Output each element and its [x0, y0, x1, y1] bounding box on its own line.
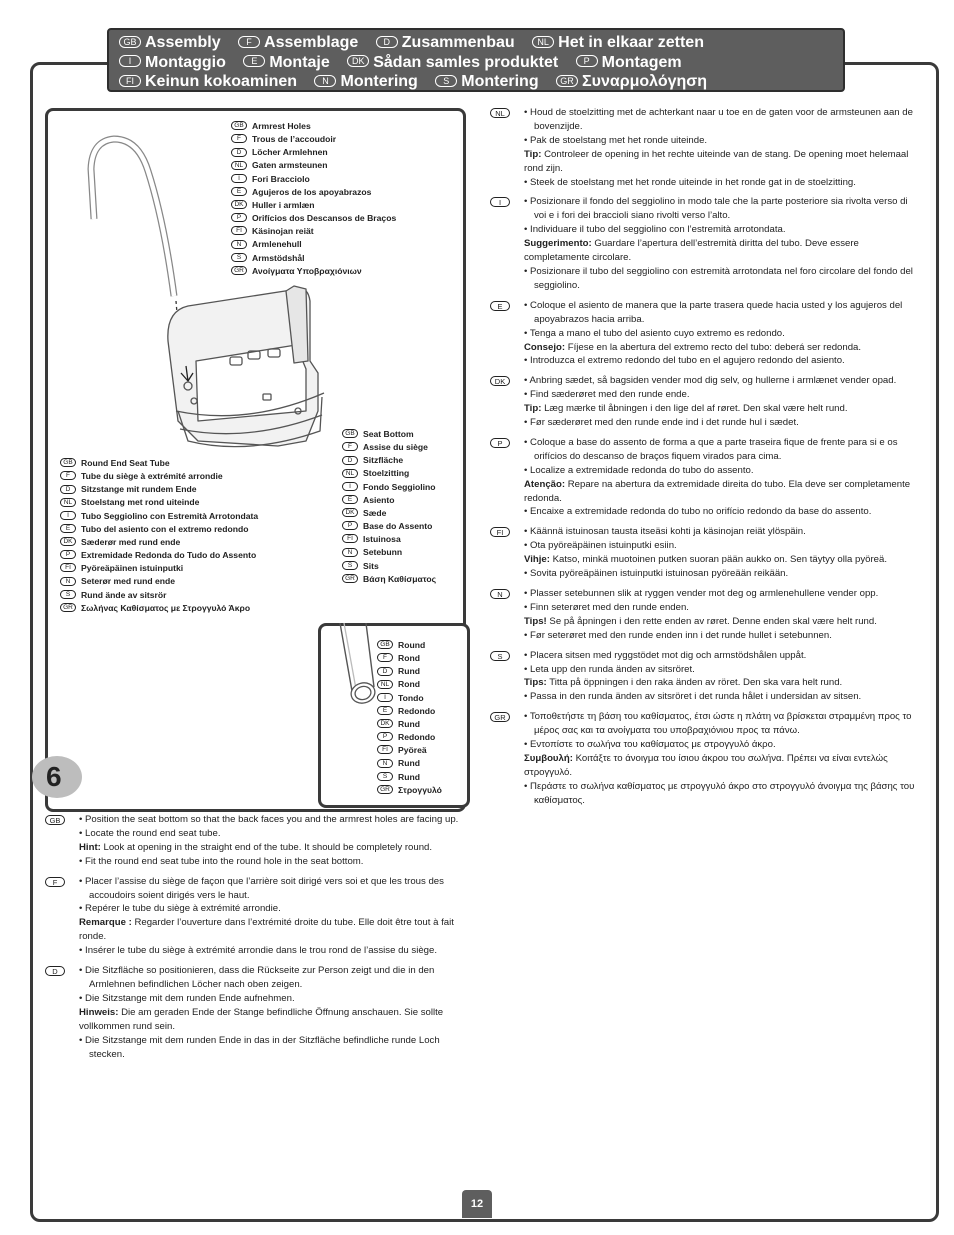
hint-label: Vihje: [524, 554, 550, 566]
label-text: Fondo Seggiolino [363, 481, 436, 492]
hint-line [524, 148, 920, 176]
label-line [342, 573, 436, 586]
instruction-bullet: • Localize a extremidade redonda do tubo do assento. [524, 464, 920, 478]
lang-badge: N [60, 577, 76, 586]
label-line [342, 467, 436, 480]
label-line [231, 133, 396, 146]
lang-badge: N [342, 548, 358, 557]
language-section [490, 649, 920, 705]
label-line [231, 225, 396, 238]
lang-badge: F [45, 877, 65, 887]
instruction-bullet: • Encaixe a extremidade redonda do tubo no orifício redondo da base do assento. [524, 505, 920, 519]
lang-badge: I [490, 197, 510, 207]
lang-badge: GB [119, 36, 141, 48]
label-line [342, 560, 436, 573]
lang-badge: FI [342, 534, 358, 543]
label-line [231, 120, 396, 133]
label-line [231, 186, 396, 199]
instruction-bullet: • Før seterøret med den runde enden inn i det runde hullet i setebunnen. [524, 629, 920, 643]
title-text: Assemblage [264, 34, 359, 51]
hint-label: Tip: [524, 403, 542, 415]
instruction-bullet: • Steek de stoelstang met het ronde uiteinde in het ronde gat in de stoelzitting. [524, 176, 920, 190]
instruction-bullet: • Fit the round end seat tube into the round hole in the seat bottom. [79, 855, 465, 869]
label-line [377, 744, 442, 757]
instruction-bullet: • Tenga a mano el tubo del asiento cuyo extremo es redondo. [524, 327, 920, 341]
lang-badge: NL [342, 469, 358, 478]
label-text: Extremidade Redonda do Tudo do Assento [81, 550, 257, 561]
lang-badge: P [377, 732, 393, 741]
label-text: Setebunn [363, 547, 403, 558]
title-item [576, 53, 682, 73]
label-line [60, 523, 258, 536]
label-text: Redondo [398, 732, 436, 743]
title-text: Zusammenbau [401, 34, 515, 51]
label-text: Redondo [398, 705, 436, 716]
label-text: Sitzstange mit rundem Ende [81, 484, 197, 495]
instructions-left-column [45, 813, 465, 1067]
hint-label: Remarque : [79, 917, 132, 929]
title-text: Montering [461, 73, 539, 90]
label-line [231, 238, 396, 251]
label-line [60, 536, 258, 549]
label-line [342, 441, 436, 454]
label-text: Löcher Armlehnen [252, 147, 328, 158]
lang-badge: DK [342, 508, 358, 517]
language-section [490, 106, 920, 189]
lang-badge: DK [377, 719, 393, 728]
label-line [60, 602, 258, 615]
title-text: Montaje [269, 53, 330, 71]
instruction-bullet: • Ota pyöreäpäinen istuinputki esiin. [524, 539, 920, 553]
title-item [243, 53, 329, 73]
title-text: Συναρμολόγηση [582, 73, 708, 90]
label-line [231, 199, 396, 212]
instruction-bullet: • Find sæderøret med den runde ende. [524, 388, 920, 402]
instruction-bullet: • Anbring sædet, så bagsiden vender mod dig selv, og hullerne i armlænet vender opad. [524, 374, 920, 388]
title-banner [107, 28, 845, 92]
label-line [342, 507, 436, 520]
lang-badge: I [377, 693, 393, 702]
hint-label: Hinweis: [79, 1006, 119, 1018]
seat-bottom-labels [342, 428, 436, 586]
hint-line [524, 402, 920, 416]
label-text: Fori Bracciolo [252, 173, 310, 184]
lang-badge: S [490, 651, 510, 661]
label-text: Trous de l’accoudoir [252, 134, 337, 145]
lang-badge: FI [60, 563, 76, 572]
instruction-bullet: • Die Sitzfläche so positionieren, dass die Rückseite zur Person zeigt und die in den Armlehnen befindlichen Löcher nach oben zeigen. [79, 964, 465, 992]
label-text: Sits [363, 560, 379, 571]
label-line [377, 718, 442, 731]
label-line [377, 757, 442, 770]
hint-line [79, 1006, 465, 1034]
lang-badge: F [238, 36, 260, 48]
label-text: Tube du siège à extrémité arrondie [81, 471, 223, 482]
lang-badge: S [435, 75, 457, 87]
lang-badge: GB [45, 815, 65, 825]
label-text: Armstödshål [252, 252, 305, 263]
label-text: Armlenehull [252, 239, 302, 250]
label-line [231, 252, 396, 265]
label-line [60, 549, 258, 562]
hint-text: Repare na abertura da extremidade direita do tubo. Ela deve ser completamente redonda. [524, 478, 911, 504]
hint-text: Fíjese en la abertura del extremo recto del tubo: deberá ser redonda. [567, 341, 862, 353]
hint-line [524, 676, 920, 690]
instruction-bullet: • Leta upp den runda änden av sitsröret. [524, 663, 920, 677]
label-text: Sæde [363, 507, 387, 518]
label-line [60, 483, 258, 496]
hint-label: Tips: [524, 677, 547, 689]
label-line [342, 546, 436, 559]
instruction-bullet: • Position the seat bottom so that the back faces you and the armrest holes are facing up. [79, 813, 465, 827]
lang-badge: E [231, 187, 247, 196]
lang-badge: D [45, 966, 65, 976]
lang-badge: DK [347, 55, 369, 67]
lang-badge: NL [490, 108, 510, 118]
lang-badge: S [60, 590, 76, 599]
label-text: Round [398, 640, 426, 650]
language-section [490, 436, 920, 519]
language-section [490, 374, 920, 430]
lang-badge: GB [377, 640, 393, 649]
label-line [60, 470, 258, 483]
lang-badge: D [376, 36, 398, 48]
title-item [556, 72, 707, 92]
lang-badge: I [342, 482, 358, 491]
lang-badge: GB [60, 458, 76, 467]
instruction-bullet: • Posizionare il fondo del seggiolino in modo tale che la parte posteriore sia rivolta verso di voi e i fori dei braccioli siano rivolti verso l’alto. [524, 195, 920, 223]
lang-badge: GR [490, 712, 510, 722]
hint-text: Regarder l’ouverture dans l’extrémité droite du tube. Elle doit être tout à fait ronde. [79, 917, 454, 943]
title-text: Assembly [145, 34, 221, 51]
language-section [45, 875, 465, 958]
instruction-bullet: • Die Sitzstange mit dem runden Ende aufnehmen. [79, 992, 465, 1006]
lang-badge: FI [490, 527, 510, 537]
lang-badge: GB [231, 121, 247, 130]
lang-badge: N [377, 759, 393, 768]
language-section [490, 587, 920, 643]
title-item [119, 53, 226, 73]
label-text: Istuinosa [363, 534, 401, 545]
title-row [119, 53, 843, 73]
hint-text: Guardare l’apertura dell’estremità diritta del tubo. Deve essere completamente circolare. [524, 238, 859, 264]
armrest-holes-labels [231, 120, 396, 278]
instruction-bullet: • Locate the round end seat tube. [79, 827, 465, 841]
label-line [342, 520, 436, 533]
instruction-bullet: • Sovita pyöreäpäinen istuinputki istuinosan pyöreään reikään. [524, 567, 920, 581]
hint-label: Atenção: [524, 478, 566, 490]
label-line [342, 533, 436, 546]
label-line [377, 639, 442, 652]
instruction-bullet: • Introduzca el extremo redondo del tubo en el agujero redondo del asiento. [524, 354, 920, 368]
hint-line [524, 615, 920, 629]
instructions-right-column [490, 106, 920, 814]
label-text: Gaten armsteunen [252, 160, 328, 171]
hint-text: Se på åpningen i den rette enden av røret. Denne enden skal være helt rund. [549, 615, 877, 627]
lang-badge: E [377, 706, 393, 715]
lang-badge: NL [377, 680, 393, 689]
title-item [314, 72, 417, 92]
label-line [231, 146, 396, 159]
label-line [60, 562, 258, 575]
lang-badge: E [60, 524, 76, 533]
title-item [376, 33, 515, 53]
label-text: Seat Bottom [363, 429, 414, 439]
title-text: Montering [340, 73, 418, 90]
language-section [45, 813, 465, 869]
hint-label: Suggerimento: [524, 238, 592, 250]
label-text: Assise du siège [363, 442, 428, 453]
lang-badge: E [243, 55, 265, 67]
hint-label: Consejo: [524, 341, 566, 353]
instruction-bullet: • Placera sitsen med ryggstödet mot dig och armstödshålen uppåt. [524, 649, 920, 663]
instruction-bullet: • Käännä istuinosan tausta itseäsi kohti ja käsinojan reiät ylöspäin. [524, 525, 920, 539]
lang-badge: D [60, 485, 76, 494]
lang-badge: F [342, 442, 358, 451]
hint-line [524, 478, 920, 506]
label-line [231, 159, 396, 172]
label-line [342, 454, 436, 467]
label-text: Ανοίγματα Υποβραχιόνιων [252, 265, 362, 276]
lang-badge: S [231, 253, 247, 262]
label-text: Armrest Holes [252, 121, 311, 131]
hint-text: Die am geraden Ende der Stange befindliche Öffnung anschauen. Sie sollte vollkommen rund sein. [79, 1006, 444, 1032]
lang-badge: E [342, 495, 358, 504]
label-line [60, 510, 258, 523]
label-line [231, 173, 396, 186]
label-text: Agujeros de los apoyabrazos [252, 186, 372, 197]
lang-badge: GR [60, 603, 76, 612]
instruction-bullet: • Τοποθετήστε τη βάση του καθίσματος, έτσι ώστε η πλάτη να βρίσκεται στραμμένη προς το μέρος σας και τα ανοίγματα του υποβραχιόνιου προς τα πάνω. [524, 710, 920, 738]
label-text: Seterør med rund ende [81, 576, 176, 587]
label-text: Στρογγυλό [398, 784, 442, 795]
title-row [119, 33, 843, 53]
lang-badge: FI [119, 75, 141, 87]
lang-badge: E [490, 301, 510, 311]
title-row [119, 72, 843, 92]
lang-badge: P [60, 550, 76, 559]
label-line [377, 665, 442, 678]
lang-badge: D [377, 667, 393, 676]
hint-text: Controleer de opening in het rechte uiteinde van de stang. De opening moet helemaal rond zijn. [524, 148, 909, 174]
hint-label: Hint: [79, 841, 101, 853]
lang-badge: DK [490, 376, 510, 386]
label-line [377, 771, 442, 784]
label-text: Βάση Καθίσματος [363, 573, 437, 584]
lang-badge: S [377, 772, 393, 781]
title-text: Montagem [601, 53, 682, 71]
round-end-tube-labels [60, 457, 258, 615]
label-text: Sæderør med rund ende [81, 536, 181, 547]
title-item [347, 53, 558, 73]
lang-badge: DK [60, 537, 76, 546]
label-text: Orifícios dos Descansos de Braços [252, 213, 397, 224]
label-text: Asiento [363, 494, 395, 505]
title-item [119, 33, 221, 53]
hint-line [524, 341, 920, 355]
title-item [532, 33, 704, 53]
hint-text: Katso, minkä muotoinen putken suoran pään aukko on. Sen täytyy olla pyöreä. [552, 554, 888, 566]
lang-badge: FI [231, 226, 247, 235]
instruction-bullet: • Insérer le tube du siège à extrémité arrondie dans le trou rond de l’assise du siège. [79, 944, 465, 958]
step-number-badge: 6 [32, 756, 82, 798]
lang-badge: P [576, 55, 598, 67]
hint-line [79, 841, 465, 855]
label-line [377, 692, 442, 705]
label-text: Rund [398, 771, 420, 782]
title-text: Keinun kokoaminen [145, 73, 298, 90]
label-text: Huller i armlæn [252, 199, 315, 210]
instruction-bullet: • Houd de stoelzitting met de achterkant naar u toe en de gaten voor de armsteunen aan de bovenzijde. [524, 106, 920, 134]
lang-badge: F [377, 653, 393, 662]
label-line [342, 481, 436, 494]
label-line [231, 212, 396, 225]
title-item [435, 72, 538, 92]
lang-badge: NL [60, 498, 76, 507]
label-line [342, 494, 436, 507]
page-number: 12 [462, 1190, 492, 1218]
label-line [60, 589, 258, 602]
lang-badge: N [314, 75, 336, 87]
label-text: Rund [398, 718, 420, 729]
language-section [45, 964, 465, 1061]
label-text: Stoelstang met rond uiteinde [81, 497, 200, 508]
instruction-bullet: • Coloque el asiento de manera que la parte trasera quede hacia usted y los agujeros del apoyabrazos hacia arriba. [524, 299, 920, 327]
language-section [490, 525, 920, 581]
instruction-bullet: • Repérer le tube du siège à extrémité arrondie. [79, 902, 465, 916]
lang-badge: N [490, 589, 510, 599]
instruction-bullet: • Coloque a base do assento de forma a que a parte traseira fique de frente para si e os orifícios do descanso de braços fiquem virados para cima. [524, 436, 920, 464]
lang-badge: DK [231, 200, 247, 209]
label-text: Tubo Seggiolino con Estremità Arrotondata [81, 510, 259, 521]
instruction-bullet: • Εντοπίστε το σωλήνα του καθίσματος με στρογγυλό άκρο. [524, 738, 920, 752]
label-text: Rond [398, 679, 420, 690]
hint-label: Tip: [524, 148, 542, 160]
lang-badge: FI [377, 745, 393, 754]
instruction-bullet: • Die Sitzstange mit dem runden Ende in das in der Sitzfläche befindliche runde Loch stecken. [79, 1034, 465, 1062]
label-text: Round End Seat Tube [81, 458, 170, 468]
language-section [490, 195, 920, 292]
lang-badge: I [119, 55, 141, 67]
label-text: Sitzfläche [363, 455, 404, 466]
hint-label: Συμβουλή: [524, 752, 573, 764]
lang-badge: GR [377, 785, 393, 794]
label-text: Rund ände av sitsrör [81, 589, 167, 600]
lang-badge: P [231, 213, 247, 222]
label-text: Base do Assento [363, 521, 433, 532]
lang-badge: NL [231, 161, 247, 170]
lang-badge: S [342, 561, 358, 570]
instruction-bullet: • Passa in den runda änden av sitsröret i det runda hålet i undersidan av sitsen. [524, 690, 920, 704]
label-text: Σωλήνας Καθίσματος με Στρογγυλό Άκρο [81, 602, 251, 613]
lang-badge: GR [342, 574, 358, 583]
label-line [231, 265, 396, 278]
instruction-bullet: • Posizionare il tubo del seggiolino con estremità arrotondata nel foro circolare del fondo del seggiolino. [524, 265, 920, 293]
instruction-bullet: • Før sæderøret med den runde ende ind i det runde hul i sædet. [524, 416, 920, 430]
label-line [377, 705, 442, 718]
hint-line [79, 916, 465, 944]
instruction-bullet: • Placer l’assise du siège de façon que l’arrière soit dirigé vers soi et que les trous des accoudoirs soient dirigés vers le haut. [79, 875, 465, 903]
label-text: Käsinojan reiät [252, 226, 314, 237]
instruction-bullet: • Pak de stoelstang met het ronde uiteinde. [524, 134, 920, 148]
label-text: Pyöreä [398, 745, 427, 756]
lang-badge: GR [231, 266, 247, 275]
label-text: Rund [398, 758, 420, 769]
lang-badge: N [231, 240, 247, 249]
label-line [377, 652, 442, 665]
title-text: Sådan samles produktet [373, 53, 559, 71]
round-labels [377, 639, 442, 797]
instruction-bullet: • Περάστε το σωλήνα καθίσματος με στρογγυλό άκρο στο στρογγυλό άνοιγμα της βάσης του καθίσματος. [524, 780, 920, 808]
label-text: Tubo del asiento con el extremo redondo [81, 523, 249, 534]
lang-badge: NL [532, 36, 554, 48]
label-text: Pyöreäpäinen istuinputki [81, 563, 184, 574]
label-line [60, 457, 258, 470]
label-line [60, 496, 258, 509]
lang-badge: P [490, 438, 510, 448]
instruction-bullet: • Finn seterøret med den runde enden. [524, 601, 920, 615]
label-line [342, 428, 436, 441]
label-line [377, 731, 442, 744]
label-line [377, 784, 442, 797]
lang-badge: D [231, 148, 247, 157]
label-text: Stoelzitting [363, 468, 410, 479]
label-line [60, 575, 258, 588]
lang-badge: D [342, 456, 358, 465]
label-line [377, 678, 442, 691]
label-text: Rund [398, 666, 420, 677]
round-end-detail-inset [318, 623, 470, 808]
hint-text: Titta på öppningen i den raka änden av röret. Den ska vara helt rund. [549, 677, 843, 689]
title-item [119, 72, 297, 92]
lang-badge: F [60, 471, 76, 480]
title-text: Montaggio [145, 53, 226, 71]
hint-line [524, 752, 920, 780]
lang-badge: I [60, 511, 76, 520]
hint-text: Læg mærke til åbningen i den lige del af røret. Den skal være helt rund. [544, 403, 848, 415]
label-text: Tondo [398, 692, 424, 703]
hint-line [524, 237, 920, 265]
language-section [490, 710, 920, 807]
hint-line [524, 553, 920, 567]
lang-badge: I [231, 174, 247, 183]
hint-label: Tips! [524, 615, 547, 627]
hint-text: Look at opening in the straight end of the tube. It should be completely round. [103, 841, 433, 853]
lang-badge: GR [556, 75, 578, 87]
title-text: Het in elkaar zetten [558, 34, 704, 51]
lang-badge: P [342, 521, 358, 530]
lang-badge: F [231, 134, 247, 143]
instruction-bullet: • Individuare il tubo del seggiolino con l’estremità arrotondata. [524, 223, 920, 237]
label-text: Rond [398, 653, 420, 664]
title-item [238, 33, 358, 53]
lang-badge: GB [342, 429, 358, 438]
hint-text: Κοιτάξτε το άνοιγμα του ίσιου άκρου του σωλήνα. Πρέπει να είναι εντελώς στρογγυλό. [524, 752, 888, 778]
instruction-bullet: • Plasser setebunnen slik at ryggen vender mot deg og armlenehullene vender opp. [524, 587, 920, 601]
language-section [490, 299, 920, 369]
